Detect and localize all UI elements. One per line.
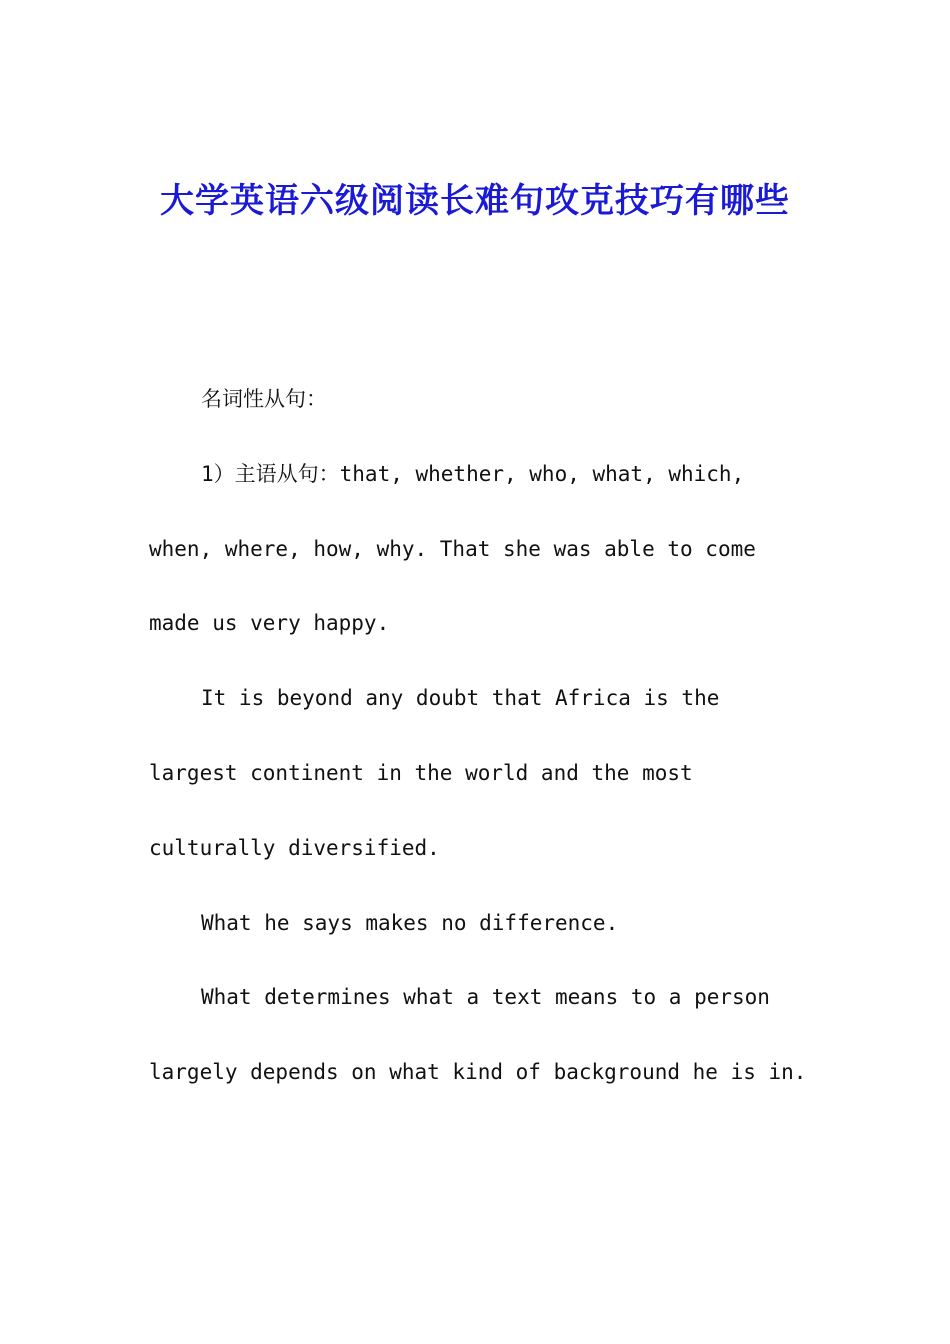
paragraph-what-determines: What determines what a text means to a person largely depends on what kind of background he is in. [149,985,807,1085]
document-body [149,362,809,1110]
paragraph-what-he-says: What he says makes no difference. [201,910,619,935]
paragraph-africa-example: It is beyond any doubt that Africa is the largest continent in the world and the most culturally diversified. [149,686,720,860]
paragraph-subject-clause: 1）主语从句：that, whether, who, what, which, when, where, how, why. That she was able to come made us very happy. [149,461,756,636]
paragraph-heading-noun-clause: 名词性从句： [201,387,327,411]
document-title: 大学英语六级阅读长难句攻克技巧有哪些 [160,181,790,221]
